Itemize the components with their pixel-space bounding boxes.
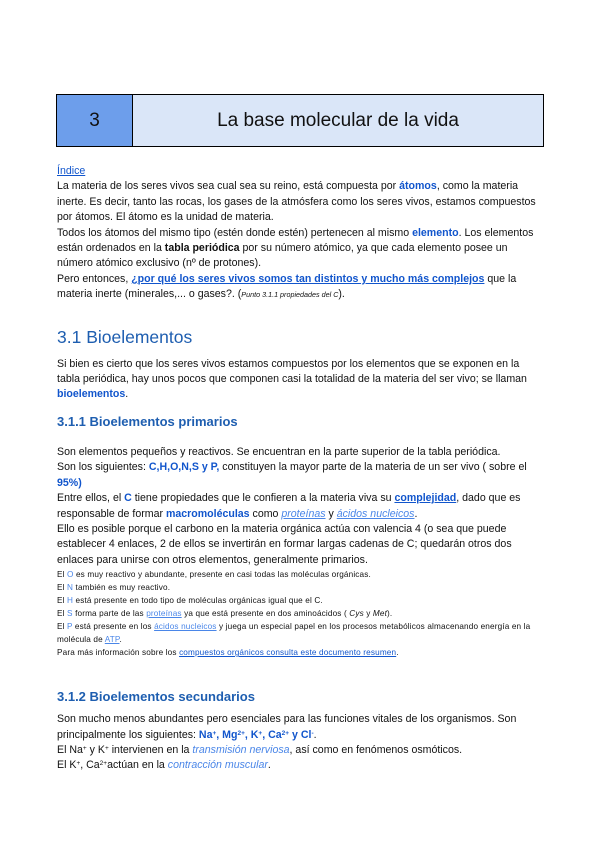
text: y K <box>86 743 105 756</box>
text: y juega un especial papel en los procesos metabólicos almacenando energía en la molécula de <box>57 622 531 645</box>
charge: 2+ <box>99 760 108 768</box>
charge: 2+ <box>237 729 245 737</box>
note-nitrogen <box>57 581 543 594</box>
symbol-s: S <box>67 609 73 619</box>
text: La materia de los seres vivos sea cual sea su reino, está compuesta por <box>57 180 400 193</box>
section-3-1-paragraph <box>57 357 543 403</box>
text: El <box>57 583 68 593</box>
primary-elements-list: C,H,O,N,S y P, <box>148 461 220 474</box>
text: está presente en todo tipo de moléculas orgánicas igual que el C. <box>73 596 323 606</box>
keyword-atomos: átomos <box>399 180 437 193</box>
text: El <box>57 609 68 619</box>
text: El <box>57 596 68 606</box>
link-compuestos-organicos[interactable]: compuestos orgánicos consulta este documento resumen <box>179 648 397 658</box>
chapter-number: 3 <box>57 95 133 146</box>
note-sulfur <box>57 607 543 620</box>
primary-line-2 <box>57 460 543 491</box>
section-title-3-1-1: 3.1.1 Bioelementos primarios <box>57 413 238 429</box>
text: Si bien es cierto que los seres vivos estamos compuestos por los elementos que se exponen en la tabla periódica, hay unos pocos que componen casi la totalidad de la materia del ser vivo; se llaman <box>57 357 527 386</box>
charge: + <box>104 744 109 752</box>
text: está presente en los <box>72 622 155 632</box>
text: tiene propiedades que le confieren a la materia viva su <box>131 492 395 505</box>
text: , dado que es responsable de formar <box>57 492 521 520</box>
text: y <box>325 507 337 520</box>
text: . <box>119 635 122 645</box>
chapter-header <box>56 94 544 147</box>
keyword-complejidad: complejidad <box>394 492 457 505</box>
text: y <box>363 609 373 619</box>
text: actúan en la <box>107 759 168 772</box>
link-contraccion-muscular[interactable]: contracción muscular <box>167 759 268 772</box>
intro-paragraph-3 <box>57 272 543 303</box>
text: . <box>125 388 129 401</box>
text: , como la materia inerte. Es decir, tanto las rocas, los gases de la atmósfera como los seres vivos, estamos compuestos por átomos. El átomo es la unidad de materia. <box>57 180 536 224</box>
intro-paragraph-2 <box>57 226 543 272</box>
primary-line-1: Son elementos pequeños y reactivos. Se encuentran en la parte superior de la tabla periódica. <box>57 445 501 458</box>
text: ). <box>387 609 393 619</box>
text: , Ca <box>80 759 100 772</box>
aa-met: Met <box>372 609 388 619</box>
link-transmision-nerviosa[interactable]: transmisión nerviosa <box>192 743 290 756</box>
index-link[interactable]: Índice <box>57 165 86 177</box>
text: El Na <box>57 743 83 756</box>
note-oxygen <box>57 568 543 581</box>
text: como <box>249 507 282 520</box>
text: . <box>396 648 399 658</box>
text: constituyen la mayor parte de la materia de un ser vivo ( sobre el <box>219 461 527 474</box>
keyword-tabla-periodica: tabla periódica <box>164 242 240 255</box>
text: intervienen en la <box>108 743 193 756</box>
text: El <box>57 570 68 580</box>
charge: + <box>76 760 81 768</box>
charge: - <box>311 729 314 737</box>
aa-cys: Cys <box>349 609 364 619</box>
reference-note: Punto 3.1.1 propiedades del C <box>241 290 339 300</box>
link-proteinas-2[interactable]: proteínas <box>146 609 182 619</box>
link-acidos-nucleicos[interactable]: ácidos nucleicos <box>336 507 415 520</box>
symbol-n: N <box>67 583 74 593</box>
text: , así como en fenómenos osmóticos. <box>289 743 463 756</box>
percentage: 95%) <box>57 476 82 489</box>
primary-line-3 <box>57 491 543 522</box>
text: . <box>267 759 271 772</box>
symbol-p: P <box>67 622 73 632</box>
note-more-info <box>57 646 543 659</box>
text: Todos los átomos del mismo tipo (estén donde estén) pertenecen al mismo <box>57 226 413 239</box>
text: Son los siguientes: <box>57 461 149 474</box>
text: forma parte de las <box>72 609 147 619</box>
text: El <box>57 622 68 632</box>
keyword-elemento: elemento <box>412 226 459 239</box>
text: ). <box>338 288 345 301</box>
symbol-c: C <box>124 492 132 505</box>
section-title-3-1: 3.1 Bioelementos <box>57 326 193 347</box>
section-title-3-1-2: 3.1.2 Bioelementos secundarios <box>57 689 255 705</box>
text: ya que está presente en dos aminoácidos ( <box>181 609 350 619</box>
symbol-h: H <box>67 596 74 606</box>
charge: + <box>82 744 87 752</box>
secondary-line-1 <box>57 712 543 743</box>
text: Pero entonces, <box>57 272 132 285</box>
ion-na: Na <box>198 728 213 741</box>
index-line <box>57 164 543 179</box>
text: que la materia inerte (minerales,... o gases?. ( <box>57 272 517 301</box>
link-atp[interactable]: ATP <box>104 635 120 645</box>
document-body <box>57 164 543 774</box>
ion-k: , K <box>244 728 259 741</box>
ion-ca: , Ca <box>262 728 282 741</box>
text: Para más información sobre los <box>57 648 180 658</box>
ion-mg: , Mg <box>216 728 238 741</box>
symbol-o: O <box>67 570 74 580</box>
text: por su número atómico, ya que cada elemento posee un número atómico exclusivo (nº de protones). <box>57 242 508 270</box>
intro-paragraph-1 <box>57 179 543 225</box>
note-phosphorus <box>57 620 543 646</box>
note-hydrogen <box>57 594 543 607</box>
link-proteinas[interactable]: proteínas <box>281 507 326 520</box>
text: también es muy reactivo. <box>73 583 171 593</box>
secondary-elements-list <box>199 729 314 741</box>
keyword-bioelementos: bioelementos <box>57 388 126 401</box>
text: es muy reactivo y abundante, presente en casi todas las moléculas orgánicas. <box>73 570 371 580</box>
keyword-macromoleculas: macromoléculas <box>165 507 250 520</box>
charge: + <box>212 729 217 737</box>
secondary-line-3 <box>57 758 543 773</box>
chapter-title: La base molecular de la vida <box>133 95 543 146</box>
ion-cl: y Cl <box>289 728 312 741</box>
text: . <box>313 728 317 741</box>
text: . <box>414 507 418 520</box>
primary-line-4: Ello es posible porque el carbono en la materia orgánica actúa con valencia 4 (o sea que puede establecer 4 enlaces, 2 de ellos se invertirán en formar largas cadenas de C; quedarán otros dos enlaces para unirse con otros elementos, generalmente primarios. <box>57 522 512 566</box>
key-question: ¿por qué los seres vivos somos tan distintos y mucho más complejos <box>131 272 485 285</box>
charge: + <box>258 729 263 737</box>
link-acidos-nucleicos-2[interactable]: ácidos nucleicos <box>154 622 217 632</box>
text: . Los elementos están ordenados en la <box>57 226 534 255</box>
text: El K <box>57 759 77 772</box>
text: Entre ellos, el <box>57 492 125 505</box>
secondary-line-2 <box>57 743 543 758</box>
text: Son mucho menos abundantes pero esenciales para las funciones vitales de los organismos. Son principalmente los siguientes: <box>57 713 517 741</box>
charge: 2+ <box>281 729 290 737</box>
